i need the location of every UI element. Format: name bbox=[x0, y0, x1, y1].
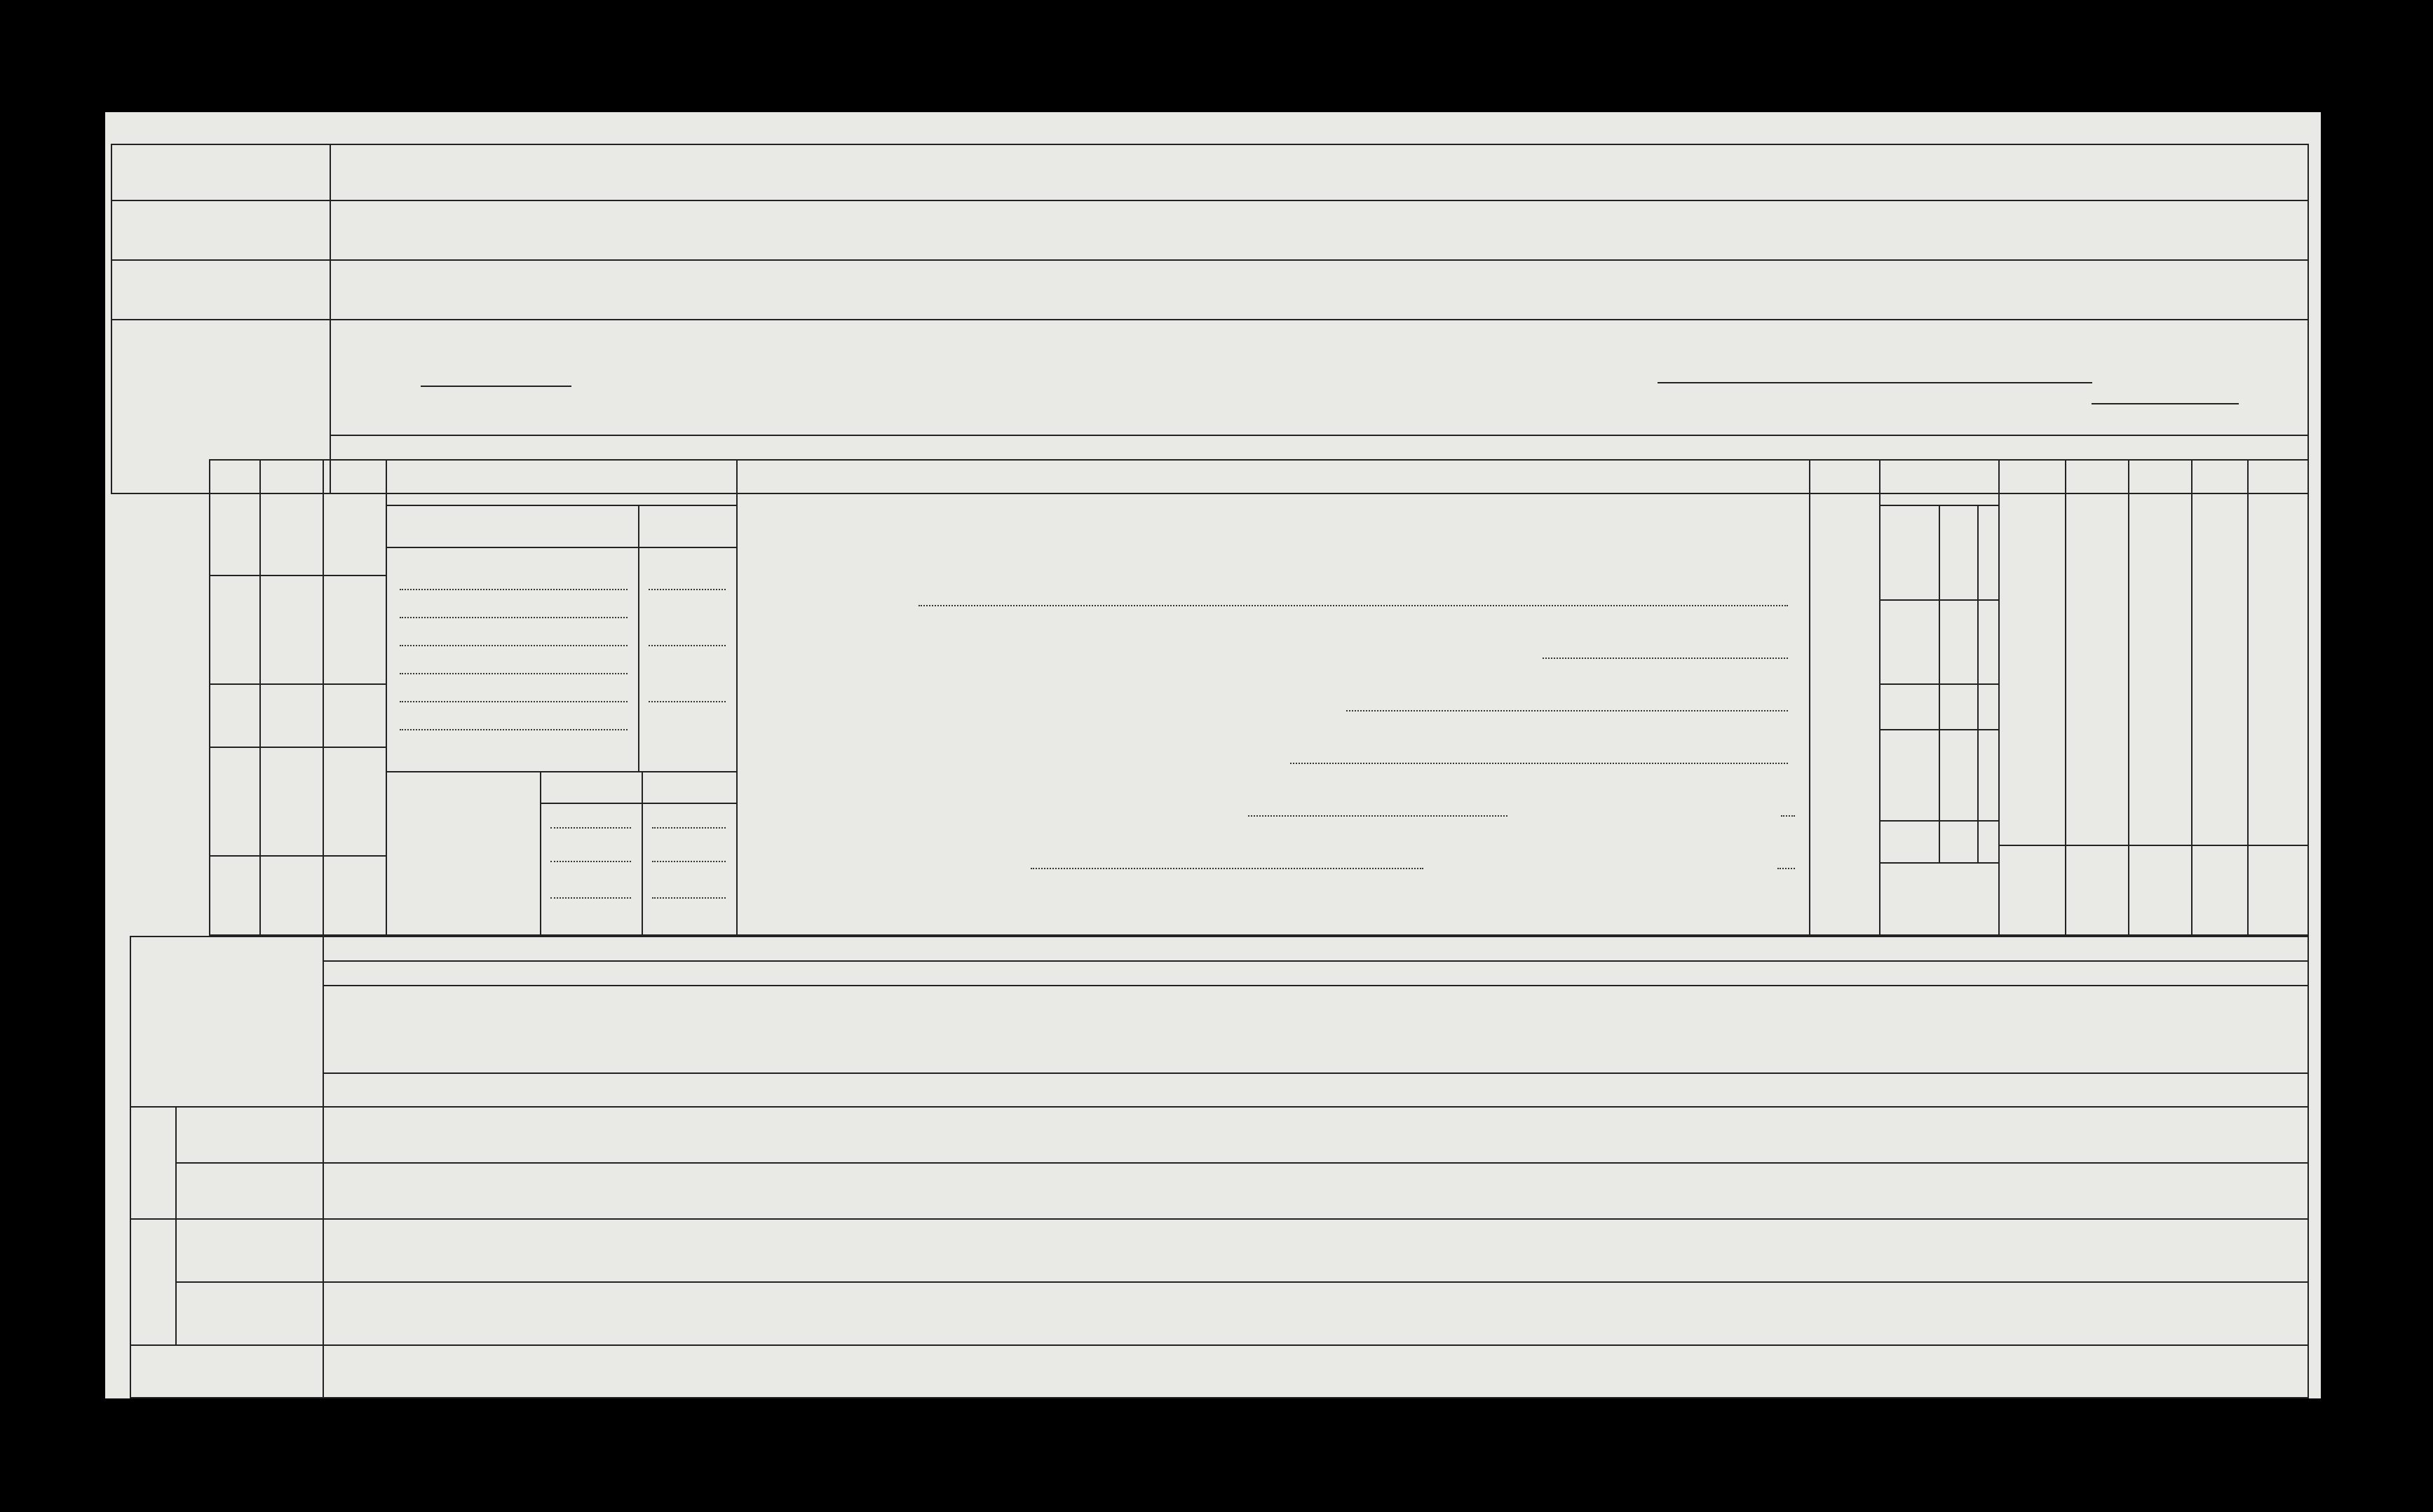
rent-table bbox=[130, 936, 2309, 1398]
middle-section bbox=[209, 459, 2309, 936]
census-card bbox=[105, 112, 2321, 1398]
